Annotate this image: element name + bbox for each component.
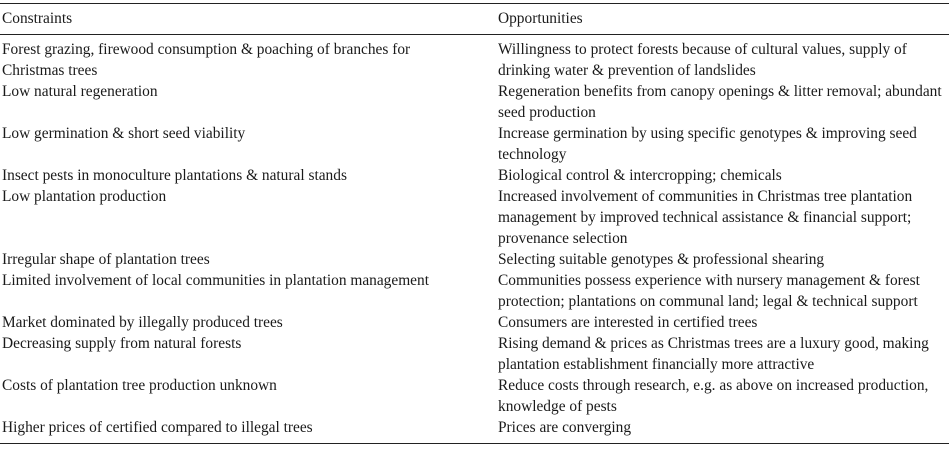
constraint-cell: Limited involvement of local communities in plantation management bbox=[2, 272, 429, 289]
header-opportunities: Opportunities bbox=[498, 10, 583, 27]
table-row bbox=[0, 165, 949, 186]
constraints-opportunities-table bbox=[0, 3, 949, 444]
opportunity-cell: Increase germination by using specific genotypes & improving seed technology bbox=[498, 125, 917, 163]
constraint-cell: Low germination & short seed viability bbox=[2, 125, 246, 142]
constraint-cell: Forest grazing, firewood consumption & poaching of branches for Christmas trees bbox=[2, 41, 411, 79]
table-header-row bbox=[0, 4, 949, 35]
opportunity-cell: Biological control & intercropping; chemicals bbox=[498, 167, 782, 184]
opportunity-cell: Communities possess experience with nursery management & forest protection; plantations on communal land; legal & technical support bbox=[498, 272, 920, 310]
opportunity-cell: Willingness to protect forests because of cultural values, supply of drinking water & prevention of landslides bbox=[498, 41, 907, 79]
table-row bbox=[0, 123, 949, 165]
constraint-cell: Low plantation production bbox=[2, 188, 167, 205]
opportunity-cell: Selecting suitable genotypes & professional shearing bbox=[498, 251, 825, 268]
opportunity-cell: Increased involvement of communities in Christmas tree plantation management by improved technical assistance & financial support; provenance selection bbox=[498, 188, 913, 247]
table-row bbox=[0, 312, 949, 333]
header-constraints: Constraints bbox=[2, 10, 73, 27]
table-row bbox=[0, 417, 949, 443]
constraint-cell: Costs of plantation tree production unknown bbox=[2, 377, 277, 394]
opportunity-cell: Regeneration benefits from canopy openings & litter removal; abundant seed production bbox=[498, 83, 942, 121]
constraint-cell: Insect pests in monoculture plantations & natural stands bbox=[2, 167, 347, 184]
table-row bbox=[0, 333, 949, 375]
constraint-cell: Decreasing supply from natural forests bbox=[2, 335, 242, 352]
table-row bbox=[0, 375, 949, 417]
table-row bbox=[0, 81, 949, 123]
opportunity-cell: Prices are converging bbox=[498, 419, 632, 436]
constraint-cell: Low natural regeneration bbox=[2, 83, 158, 100]
constraint-cell: Market dominated by illegally produced trees bbox=[2, 314, 283, 331]
opportunity-cell: Rising demand & prices as Christmas trees are a luxury good, making plantation establishment financially more attractive bbox=[498, 335, 929, 373]
constraint-cell: Higher prices of certified compared to illegal trees bbox=[2, 419, 313, 436]
opportunity-cell: Consumers are interested in certified trees bbox=[498, 314, 758, 331]
table-row bbox=[0, 186, 949, 249]
table-row bbox=[0, 270, 949, 312]
table-row bbox=[0, 35, 949, 81]
constraint-cell: Irregular shape of plantation trees bbox=[2, 251, 210, 268]
table-row bbox=[0, 249, 949, 270]
opportunity-cell: Reduce costs through research, e.g. as above on increased production, knowledge of pests bbox=[498, 377, 929, 415]
